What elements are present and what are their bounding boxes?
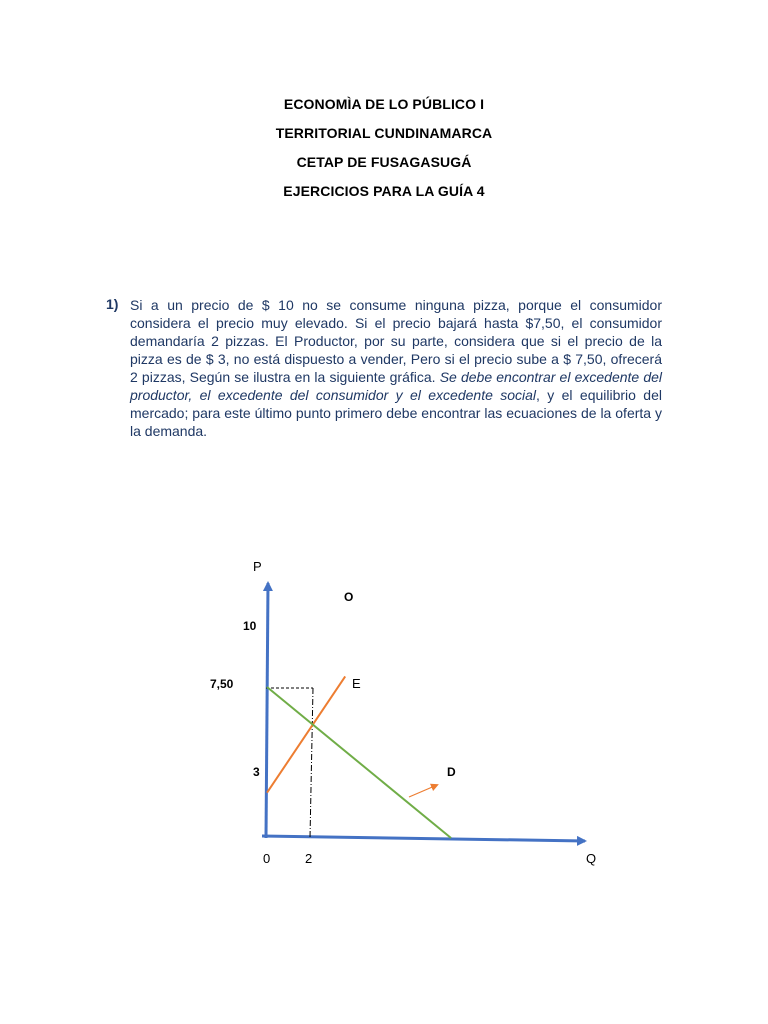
- demand-label: D: [447, 765, 456, 779]
- supply-label: O: [344, 590, 354, 604]
- territorial-title: TERRITORIAL CUNDINAMARCA: [275, 125, 493, 141]
- exercise-text-plain: Si a un precio de $ 10 no se consume ninguna pizza, porque el consumidor considera el precio muy elevado. Si el precio bajará hasta $7,50, el consumidor demandaría 2 pizzas. El Productor, por su parte, considera que si el precio de la pizza es de $ 3, no está dispuesto a vender, Pero si el precio sube a $ 7,50, ofrecerá 2 pizzas, Según se ilustra en la siguiente gráfica.: [130, 297, 662, 385]
- equilibrium-label: E: [352, 676, 361, 691]
- orange-arrow: [409, 785, 437, 797]
- exercise-number: 1): [106, 296, 119, 312]
- y-tick-label-3: 3: [253, 765, 260, 779]
- y-tick-label-7-50: 7,50: [210, 677, 234, 691]
- cetap-title: CETAP DE FUSAGASUGÁ: [296, 154, 472, 170]
- y-axis: [266, 583, 268, 838]
- equilibrium-quantity-guide: [310, 688, 313, 838]
- x-axis-title: Q: [586, 851, 597, 866]
- exercises-title: EJERCICIOS PARA LA GUÍA 4: [283, 183, 485, 199]
- x-tick-label-0: 0: [263, 851, 271, 866]
- exercise-text-italic: Se debe encontrar el excedente del productor, el excedente del consumidor y el excedente social: [130, 369, 663, 403]
- supply-line-O: [267, 676, 345, 792]
- x-tick-label-2: 2: [305, 851, 313, 866]
- demand-line-D: [267, 687, 451, 838]
- y-tick-label-10: 10: [243, 619, 257, 633]
- exercise-text-end: , y el equilibrio del mercado; para este último punto primero debe encontrar las ecuaciones de la oferta y la demanda.: [130, 387, 662, 439]
- course-title: ECONOMÌA DE LO PÚBLICO I: [283, 96, 485, 112]
- y-axis-title: P: [253, 559, 262, 574]
